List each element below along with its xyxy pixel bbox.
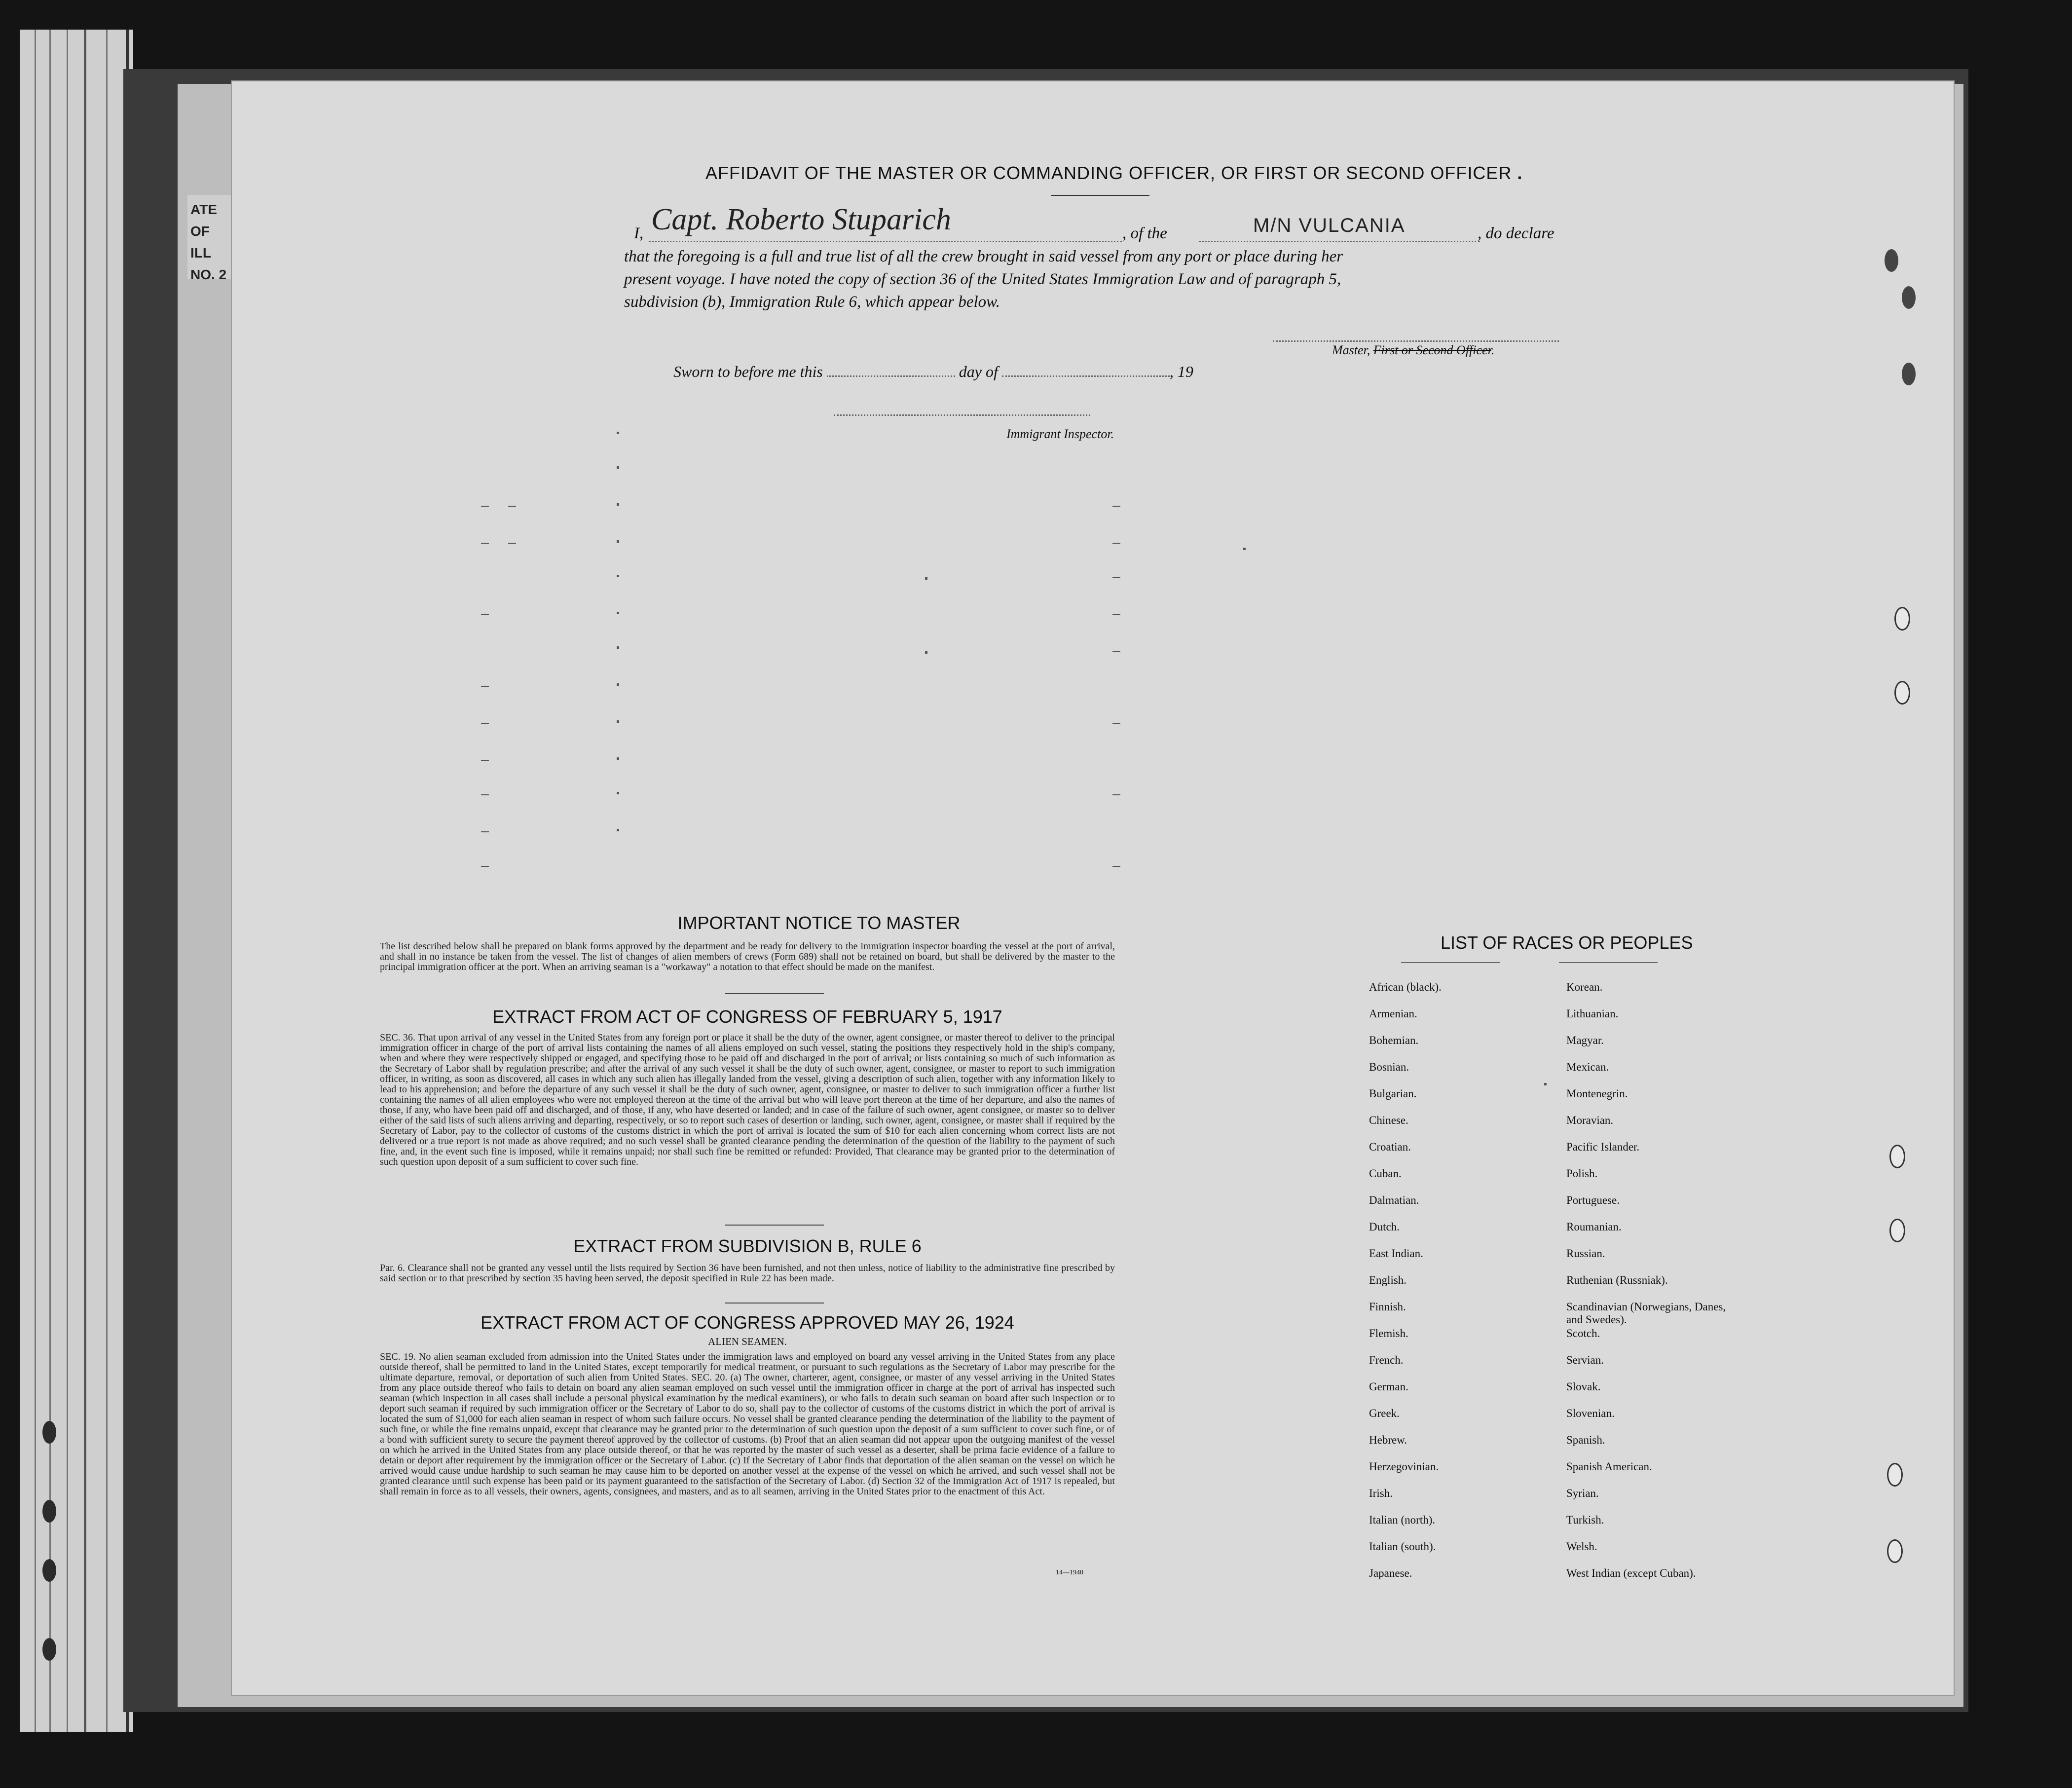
race-item: Italian (south).: [1369, 1540, 1436, 1553]
race-item: Croatian.: [1369, 1141, 1411, 1153]
extract-1917-title: EXTRACT FROM ACT OF CONGRESS OF FEBRUARY 5, 1917: [492, 1006, 1002, 1027]
master-title: Master, First or Second Officer.: [1332, 343, 1495, 357]
i-label: I,: [634, 224, 644, 242]
binder-hole: [42, 1421, 56, 1444]
race-item: Spanish.: [1566, 1434, 1605, 1446]
extract-1924-body: SEC. 19. No alien seaman excluded from admission into the United States under the immigration laws and employed on board any vessel arriving in the United States from any place outside thereof, shall be permitted to land in the United States, except temporarily for medical treatment, or pursuant to such regulations as the Secretary of Labor may prescribe for the ultimate departure, removal, or deportation of such alien from United States. SEC. 20. (a) The owner, charterer, agent, consignee, or master of any vessel arriving in the United States from any place outside thereof who fails to detain on board any alien seaman employed on such vessel until the immigration officer in charge at the port of arrival has inspected such seaman (which inspection in all cases shall include a personal physical examination by the medical examiners), or who fails to detain such seaman on board after such inspection or to deport such seaman if required by such immigration officer or the Secretary of Labor to do so, shall pay to the collector of customs of the customs district in which the port of arrival is located the sum of $1,000 for each alien seaman in respect of whom such failure occurs. No vessel shall be granted clearance pending the determination of the liability to the payment of such fine, or while the fine remains unpaid, except that clearance may be granted prior to the determination of such question upon the deposit of a sum sufficient to cover such fine, or of a bond with sufficient surety to secure the payment thereof approved by the collector of customs. (b) Proof that an alien seaman did not appear upon the outgoing manifest of the vessel on which he arrived in the United States from any place outside thereof, or that he was reported by the master of such vessel as a deserter, shall be prima facie evidence of a failure to detain or deport after requirement by the immigration officer or the Secretary of Labor. (c) If the Secretary of Labor finds that deportation of the alien seaman on the vessel on which he arrived would cause undue hardship to such seaman he may cause him to be deported on another vessel at the expense of the vessel on which he arrived, and such vessel shall not be granted clearance until such expense has been paid or its payment guaranteed to the satisfaction of the Secretary of Labor. (d) Section 32 of the Immigration Act of 1917 is repealed, but shall remain in force as to all vessels, their owners, agents, consignees, and masters, and as to all seamen, arriving in the United States prior to the enactment of this Act.: [380, 1351, 1115, 1497]
punch-hole: [1889, 1219, 1905, 1242]
race-item: Turkish.: [1566, 1514, 1604, 1526]
underlying-page-label: ATE OF ILL NO. 2: [187, 195, 242, 279]
declaration-text: that the foregoing is a full and true list of all the crew brought in said vessel from any port or place during her present voyage. I have noted the copy of section 36 of the United States Immigration Law and of paragraph 5, subdivision (b), Immigration Rule 6, which appear below.: [624, 248, 1343, 311]
race-item: Japanese.: [1369, 1567, 1412, 1579]
punch-hole: [1887, 1463, 1903, 1487]
inspector-signature-blank: [834, 414, 1090, 416]
race-item: Chinese.: [1369, 1114, 1408, 1126]
vessel-blank: [1199, 241, 1480, 242]
binder-hole: [1885, 249, 1898, 272]
race-item: Italian (north).: [1369, 1514, 1436, 1526]
divider: [725, 1225, 824, 1226]
race-item: Lithuanian.: [1566, 1007, 1619, 1020]
race-item: Spanish American.: [1566, 1460, 1652, 1473]
race-item: Roumanian.: [1566, 1221, 1622, 1233]
punch-hole: [1889, 1145, 1905, 1168]
vessel-name: M/N VULCANIA: [1253, 215, 1406, 236]
race-item: Polish.: [1566, 1167, 1598, 1180]
extract-1924-title: EXTRACT FROM ACT OF CONGRESS APPROVED MAY 26, 1924: [481, 1312, 1014, 1333]
race-item: Moravian.: [1566, 1114, 1614, 1126]
sworn-line: Sworn to before me this day of , 19: [673, 363, 1193, 380]
race-item: Servian.: [1566, 1354, 1604, 1366]
race-item: East Indian.: [1369, 1247, 1423, 1260]
race-item: Slovak.: [1566, 1380, 1601, 1393]
form-number: 14—1940: [1056, 1569, 1083, 1576]
master-signature: Capt. Roberto Stuparich: [651, 203, 951, 236]
race-item: Armenian.: [1369, 1007, 1417, 1020]
race-item: Russian.: [1566, 1247, 1605, 1260]
divider: [1401, 962, 1500, 963]
binder-hole: [42, 1638, 56, 1661]
master-signature-blank: [1273, 340, 1559, 342]
race-item: Portuguese.: [1566, 1194, 1620, 1206]
race-item: Pacific Islander.: [1566, 1141, 1640, 1153]
binder-hole: [42, 1500, 56, 1523]
race-item: English.: [1369, 1274, 1407, 1286]
race-item: Dalmatian.: [1369, 1194, 1419, 1206]
race-item: Slovenian.: [1566, 1407, 1615, 1419]
race-item: Ruthenian (Russniak).: [1566, 1274, 1668, 1286]
race-item: Magyar.: [1566, 1034, 1604, 1046]
race-item: West Indian (except Cuban).: [1566, 1567, 1696, 1579]
punch-hole: [1894, 681, 1910, 705]
race-item: Syrian.: [1566, 1487, 1599, 1499]
race-item: Bulgarian.: [1369, 1087, 1417, 1100]
race-item: Montenegrin.: [1566, 1087, 1628, 1100]
races-title: LIST OF RACES OR PEOPLES: [1441, 932, 1693, 953]
race-item: Mexican.: [1566, 1061, 1609, 1073]
page-stack-edge: [20, 30, 133, 1732]
race-item: Hebrew.: [1369, 1434, 1407, 1446]
race-item: Scandinavian (Norwegians, Danes, and Swedes).: [1566, 1301, 1726, 1326]
extract-rule6-title: EXTRACT FROM SUBDIVISION B, RULE 6: [573, 1236, 922, 1256]
race-item: African (black).: [1369, 981, 1442, 993]
do-declare-label: , do declare: [1478, 224, 1554, 242]
race-item: Greek.: [1369, 1407, 1400, 1419]
race-item: Bosnian.: [1369, 1061, 1409, 1073]
race-item: Herzegovinian.: [1369, 1460, 1439, 1473]
binder-hole: [1902, 363, 1916, 385]
affidavit-title: AFFIDAVIT OF THE MASTER OR COMMANDING OFFICER, OR FIRST OR SECOND OFFICER .: [705, 163, 1523, 183]
race-item: Bohemian.: [1369, 1034, 1419, 1046]
race-item: Irish.: [1369, 1487, 1393, 1499]
race-item: French.: [1369, 1354, 1404, 1366]
title-underline: [1051, 195, 1149, 196]
punch-hole: [1887, 1539, 1903, 1563]
race-item: Finnish.: [1369, 1301, 1406, 1313]
inspector-title: Immigrant Inspector.: [1006, 427, 1114, 441]
race-item: Welsh.: [1566, 1540, 1597, 1553]
divider: [1559, 962, 1658, 963]
race-item: Cuban.: [1369, 1167, 1402, 1180]
extract-1917-body: SEC. 36. That upon arrival of any vessel in the United States from any foreign port or place it shall be the duty of the owner, agent consignee, or master thereof to deliver to the principal immigration officer in charge of the port of arrival lists containing the names of all aliens employed on such vessel, stating the positions they respectively hold in the ship's company, when and where they were respectively shipped or engaged, and specifying those to be paid off and discharged in the port of arrival; or lists containing so much of such information as the Secretary of Labor shall by regulation prescribe; and after the arrival of any such vessel it shall be the duty of such owner, agent, consignee, or master to report to such immigration officer, in writing, as soon as discovered, all cases in which any such alien has illegally landed from the vessel, giving a description of such alien, together with any information likely to lead to his apprehension; and before the departure of any such vessel it shall be the duty of such owner, agent, consignee, or master to deliver to such immigration officer a further list containing the names of all alien employees who were not employed thereon at the time of the arrival but who will leave port thereon at the time of her departure, and also the names of those, if any, who have been paid off and discharged, and of those, if any, who have deserted or landed; and in case of the failure of such owner, agent consignee, or master so to deliver either of the said lists of such aliens arriving and departing, respectively, or so to report such cases of desertion or landing, such owner, agent, consignee, or master shall if required by the Secretary of Labor, pay to the collector of customs of the customs district in which the port of arrival is located the sum of $10 for each alien concerning whom correct lists are not delivered or a true report is not made as above required; and no such vessel shall be granted clearance pending the determination of the question of the liability to the payment of such fine, and, in the event such fine is imposed, while it remains unpaid; nor shall such fine be remitted or refunded: Provided, That clearance may be granted prior to the determination of such question upon deposit of a sum sufficient to cover such fine.: [380, 1032, 1115, 1167]
name-blank: [649, 241, 1122, 242]
of-the-label: , of the: [1122, 224, 1167, 242]
alien-seamen-subtitle: ALIEN SEAMEN.: [708, 1336, 787, 1347]
binder-hole: [42, 1559, 56, 1582]
race-item: Dutch.: [1369, 1221, 1400, 1233]
notice-title: IMPORTANT NOTICE TO MASTER: [677, 913, 961, 933]
extract-rule6-body: Par. 6. Clearance shall not be granted any vessel until the lists required by Section 36 have been furnished, and not then unless, notice of liability to the administrative fine prescribed by said section or to that prescribed by section 35 having been served, the deposit specified in Rule 22 has been made.: [380, 1263, 1115, 1284]
punch-hole: [1894, 607, 1910, 631]
race-item: Scotch.: [1566, 1327, 1600, 1340]
notice-body: The list described below shall be prepared on blank forms approved by the department and be ready for delivery to the immigration inspector boarding the vessel at the port of arrival, and shall in no instance be taken from the vessel. The list of changes of alien members of crews (Form 689) shall not be retained on board, but shall be delivered by the master to the principal immigration officer at the port. When an arriving seaman is a "workaway" a notation to that effect should be made on the manifest.: [380, 941, 1115, 972]
race-item: German.: [1369, 1380, 1408, 1393]
divider: [725, 993, 824, 994]
race-item: Korean.: [1566, 981, 1603, 993]
binder-hole: [1902, 286, 1916, 309]
race-item: Flemish.: [1369, 1327, 1408, 1340]
divider: [725, 1303, 824, 1304]
